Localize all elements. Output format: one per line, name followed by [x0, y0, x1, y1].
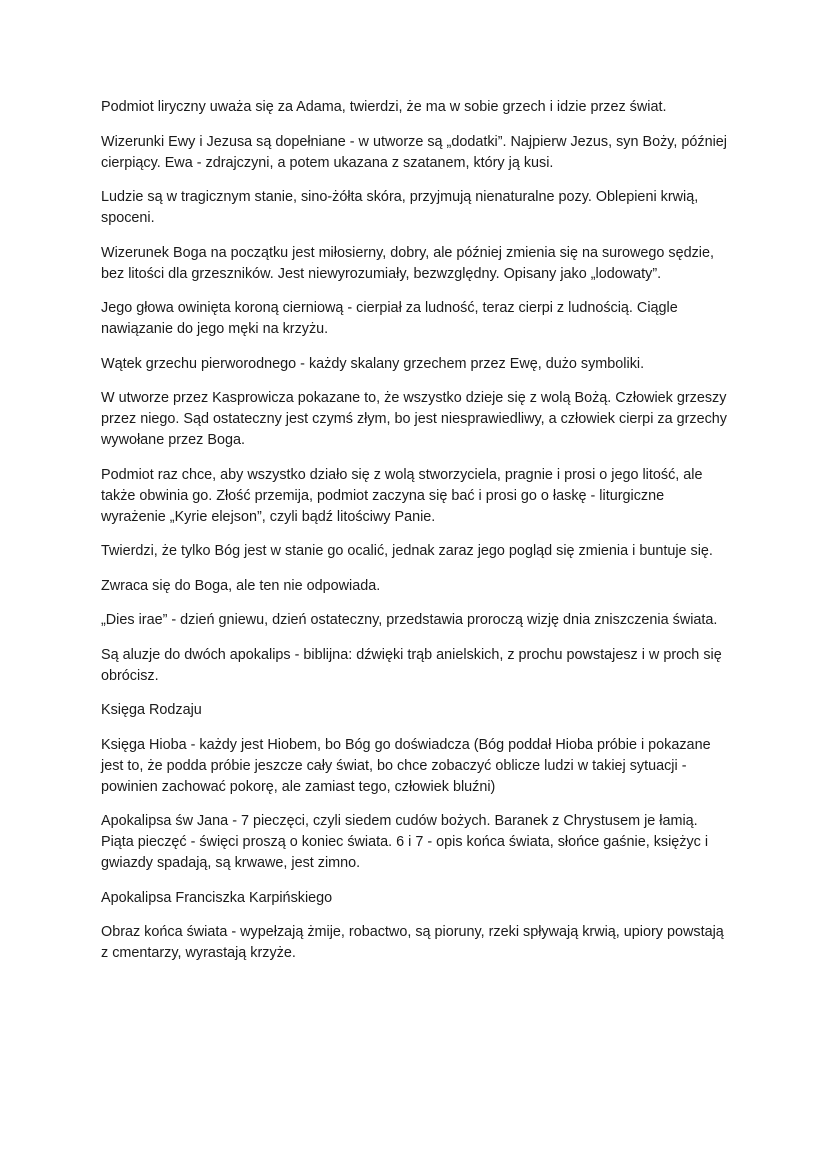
paragraph: Wątek grzechu pierworodnego - każdy skalany grzechem przez Ewę, dużo symboliki. — [101, 355, 645, 372]
paragraph: Wizerunki Ewy i Jezusa są dopełniane - w utworze są „dodatki”. Najpierw Jezus, syn Boży, później cierpiący. Ewa - zdrajczyni, a potem ukazana z szatanem, który ją kusi. — [101, 133, 727, 171]
section-heading: Apokalipsa Franciszka Karpińskiego — [101, 889, 333, 906]
paragraph: Podmiot liryczny uważa się za Adama, twierdzi, że ma w sobie grzech i idzie przez świat. — [101, 99, 667, 115]
paragraph: Wizerunek Boga na początku jest miłosierny, dobry, ale później zmienia się na surowego sędzie, bez litości dla grzeszników. Jest niewyrozumiały, bezwzględny. Opisany jako „lodowaty”. — [101, 244, 714, 282]
paragraph: Apokalipsa św Jana - 7 pieczęci, czyli siedem cudów bożych. Baranek z Chrystusem je łamią. Piąta pieczęć - święci proszą o koniec świata. 6 i 7 - opis końca świata, słońce gaśnie, księżyc i gwiazdy spadają, są krwawe, jest zimno. — [101, 813, 709, 871]
paragraph: Zwraca się do Boga, ale ten nie odpowiada. — [101, 577, 381, 594]
paragraph: Księga Hioba - każdy jest Hiobem, bo Bóg go doświadcza (Bóg poddał Hioba próbie i pokazane jest to, że podda próbie jeszcze cały świat, bo chce zobaczyć oblicze ludzi w takiej sytuacji - powinien zachować pokorę, ale zamiast tego, człowiek bluźni) — [101, 736, 711, 795]
paragraph: Twierdzi, że tylko Bóg jest w stanie go ocalić, jednak zaraz jego pogląd się zmienia i buntuje się. — [101, 543, 713, 559]
paragraph: Obraz końca świata - wypełzają żmije, robactwo, są pioruny, rzeki spływają krwią, upiory powstają z cmentarzy, wyrastają krzyże. — [101, 924, 724, 961]
paragraph: Jego głowa owinięta koroną cierniową - cierpiał za ludność, teraz cierpi z ludnością. Ciągle nawiązanie do jego męki na krzyżu. — [101, 300, 678, 337]
document-body — [101, 97, 731, 978]
paragraph: Ludzie są w tragicznym stanie, sino-żółta skóra, przyjmują nienaturalne pozy. Oblepieni krwią, spoceni. — [101, 189, 699, 226]
section-heading: Księga Rodzaju — [101, 702, 202, 718]
paragraph: „Dies irae” - dzień gniewu, dzień ostateczny, przedstawia proroczą wizję dnia zniszczenia świata. — [101, 612, 718, 628]
paragraph: Są aluzje do dwóch apokalips - biblijna: dźwięki trąb anielskich, z prochu powstajesz i w proch się obrócisz. — [101, 646, 722, 684]
paragraph: Podmiot raz chce, aby wszystko działo się z wolą stworzyciela, pragnie i prosi o jego litość, ale także obwinia go. Złość przemija, podmiot zaczyna się bać i prosi go o łaskę - liturgiczne wyrażenie „Kyrie elejson”, czyli bądź litościwy Panie. — [101, 466, 703, 525]
paragraph: W utworze przez Kasprowicza pokazane to, że wszystko dzieje się z wolą Bożą. Człowiek grzeszy przez niego. Sąd ostateczny jest czymś złym, bo jest niesprawiedliwy, a człowiek cierpi za grzechy wywołane przez Boga. — [101, 390, 727, 448]
